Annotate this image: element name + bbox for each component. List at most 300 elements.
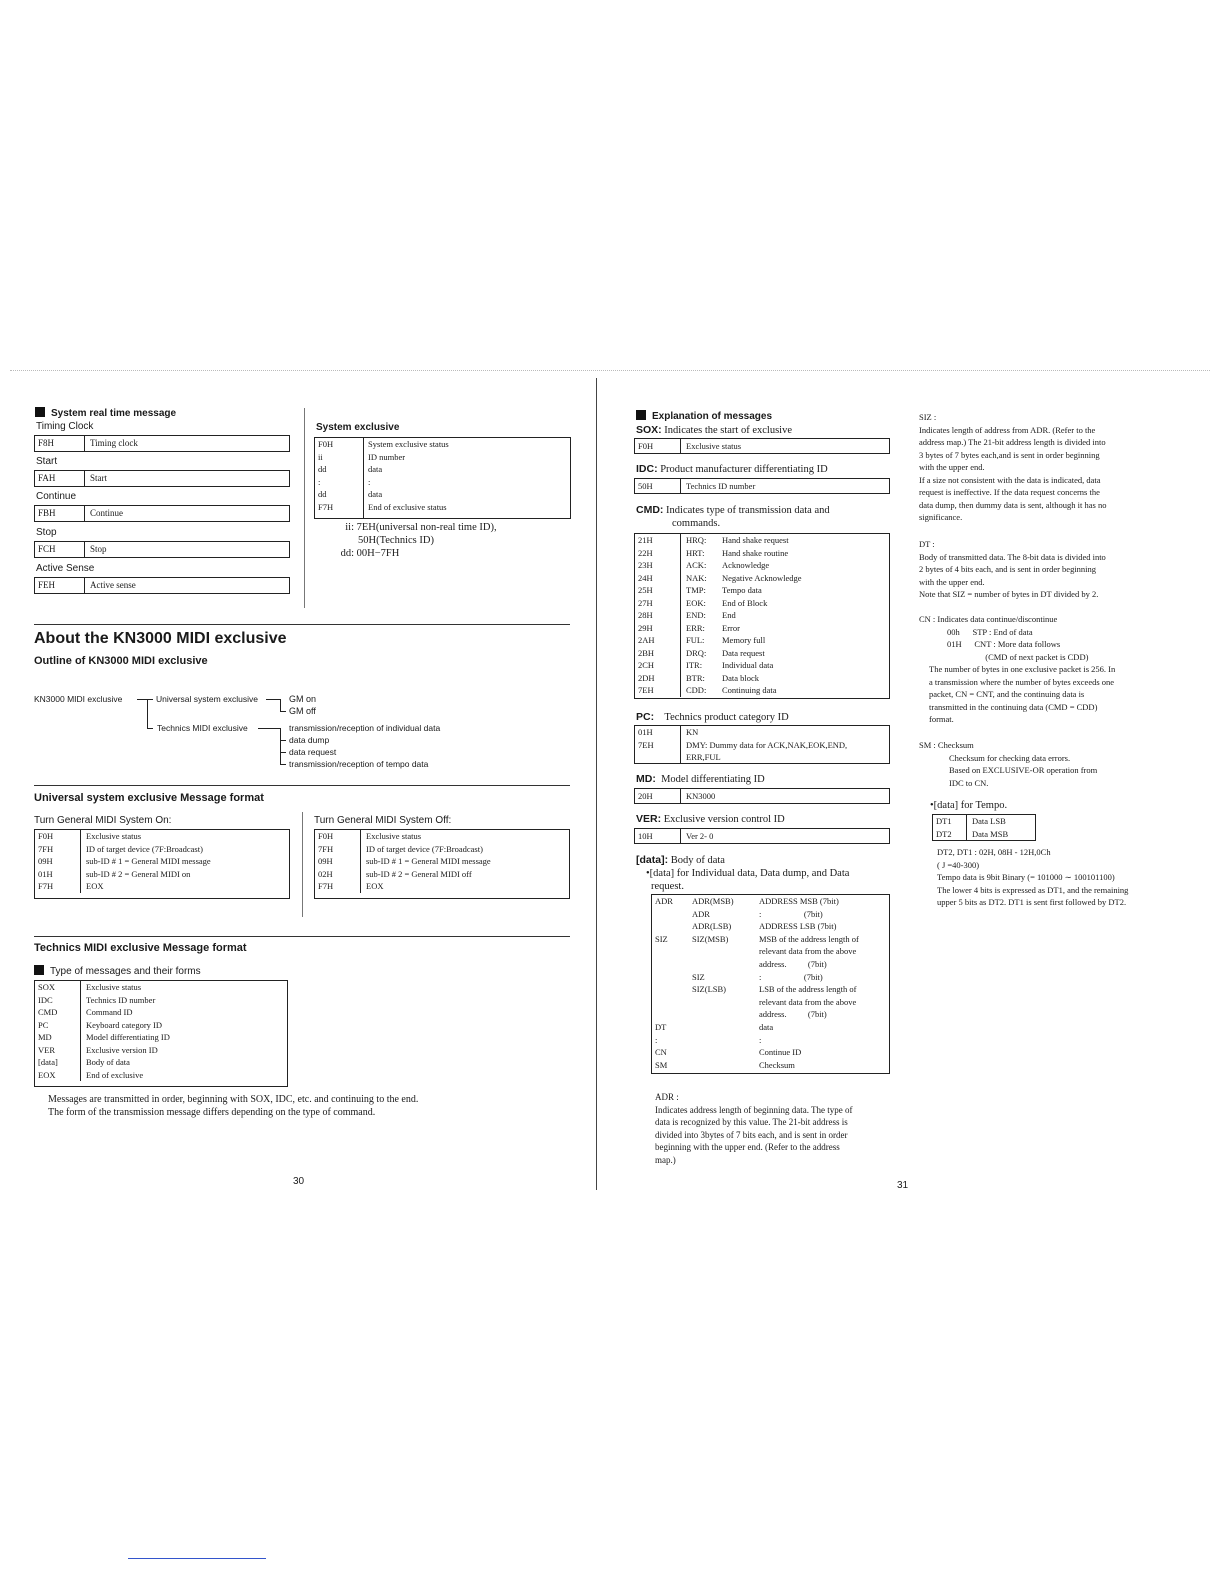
text-line: 2 bytes of 4 bits each, and is sent in order beginning (919, 564, 1097, 574)
cn-note: CN : Indicates data continue/discontinue 00h STP : End of data 01H CNT : More data follows (CMD of next packet is CDD) The number of bytes in one exclusive packet is 256. In a transmission where the number of bytes exceeds one packet, CN = CNT, and the continuing data is transmitted in the continuing data (CMD = CDD) format. (919, 613, 1164, 726)
outline-title: Outline of KN3000 MIDI exclusive (34, 655, 208, 667)
text-line: upper 5 bits as DT2. DT1 is sent first followed by DT2. (937, 897, 1127, 907)
expl-heading: Explanation of messages (636, 410, 772, 422)
desc-cell: Keyboard category ID (86, 1019, 162, 1030)
code-cell: 27H (635, 597, 681, 610)
table-row (315, 451, 570, 464)
code-cell: DT1 (933, 815, 967, 828)
table-row (35, 1019, 287, 1032)
table-row (635, 547, 889, 560)
table-row (315, 488, 570, 501)
text-line: a transmission where the number of bytes exceeds one (929, 676, 1115, 687)
table-row (635, 622, 889, 635)
md-table: 20H KN3000 (634, 788, 890, 804)
text-line: request is ineffective. If the data request concerns the (919, 487, 1100, 497)
field-cell (652, 1008, 692, 1021)
desc-cell: Continue (90, 508, 123, 518)
code-cell: MD (35, 1031, 81, 1044)
table-row (652, 996, 889, 1009)
mnemonic-cell: NAK: (686, 572, 707, 583)
desc-cell: Hand shake request (722, 535, 789, 545)
table-row (652, 933, 889, 946)
table-row (652, 908, 889, 921)
text-line: divided into 3bytes of 7 bits each, and is sent in order (655, 1129, 848, 1140)
tree-gm-off: GM off (289, 706, 316, 716)
cmd-line: CMD: Indicates type of transmission data and commands. (636, 504, 830, 529)
dt-note: DT : Body of transmitted data. The 8-bit data is divided into 2 bytes of 4 bits each, and is sent in order beginning with the upper end. Note that SIZ = number of bytes in DT divided by 2. (919, 538, 1164, 601)
table-row (35, 1056, 287, 1069)
section-rule (34, 785, 570, 786)
rt-box (34, 577, 290, 594)
desc-cell: LSB of the address length of (759, 984, 857, 995)
text-line: IDC to CN. (949, 777, 989, 788)
table-row (635, 534, 889, 547)
tempo-table (932, 814, 1036, 841)
table-row (652, 1059, 889, 1072)
code-cell: 01H (35, 868, 81, 881)
code-cell: dd (318, 489, 327, 499)
text-line: Indicates length of address from ADR. (Refer to the (919, 424, 1096, 435)
text-line: DT2, DT1 : 02H, 08H - 12H,0Ch (937, 847, 1051, 857)
table-row (35, 471, 289, 486)
code-cell: dd (318, 464, 327, 474)
code-cell: 7FH (315, 843, 361, 856)
code-cell: F0H (35, 830, 81, 843)
idc-table: 50H Technics ID number (634, 478, 890, 494)
code-cell: FBH (35, 506, 85, 521)
desc-cell: Data request (722, 647, 765, 658)
table-row (35, 981, 287, 994)
desc-cell: DMY: Dummy data for ACK,NAK,EOK,END, (686, 739, 848, 750)
rt-label: Start (36, 456, 58, 467)
sox-table: F0H Exclusive status (634, 438, 890, 454)
desc-cell: Continuing data (722, 685, 777, 695)
code-cell: 02H (315, 868, 361, 881)
sox-line: SOX: Indicates the start of exclusive (636, 424, 792, 436)
ver-table: 10H Ver 2- 0 (634, 828, 890, 844)
desc-cell: Technics ID number (86, 994, 156, 1005)
sub-cell: SIZ(LSB) (692, 984, 726, 995)
code-cell: 09H (315, 855, 361, 868)
mnemonic-cell: CDD: (686, 685, 707, 695)
desc-cell: ID of target device (7F:Broadcast) (366, 843, 483, 854)
sub-cell: ADR (692, 908, 710, 919)
desc-cell: Acknowledge (722, 560, 770, 570)
technics-title: Technics MIDI exclusive Message format (34, 942, 247, 954)
table-row (652, 895, 889, 908)
code-cell: 7EH (635, 739, 681, 752)
code-cell: 21H (635, 534, 681, 547)
table-row (35, 1069, 287, 1082)
mnemonic-cell: HRT: (686, 547, 705, 558)
sysex-rows (315, 438, 570, 513)
text-line: Based on EXCLUSIVE-OR operation from (949, 765, 1098, 775)
desc-cell: sub-ID # 1 = General MIDI message (366, 856, 491, 866)
code-cell: 09H (35, 855, 81, 868)
tree-line (280, 764, 286, 765)
text-line: with the upper end. (919, 462, 985, 472)
table-row (315, 868, 569, 881)
desc-cell: data (368, 464, 383, 474)
text-line: transmitted in the continuing data (CMD = CDD) (929, 701, 1098, 712)
code-cell: 25H (635, 584, 681, 597)
mnemonic-cell: ERR: (686, 622, 705, 633)
code-cell: FAH (35, 471, 85, 486)
table-row (652, 1008, 889, 1021)
text-line: address map.) The 21-bit address length is divided into (919, 437, 1106, 447)
desc-cell: End of Block (722, 597, 768, 608)
about-title: About the KN3000 MIDI exclusive (34, 630, 287, 647)
table-row (933, 815, 1035, 828)
code-cell: 7FH (35, 843, 81, 856)
desc-cell: Exclusive status (86, 831, 142, 841)
desc-cell: EOX (366, 881, 384, 891)
table-row (635, 634, 889, 647)
code-cell: FCH (35, 542, 85, 557)
page-number: 31 (897, 1180, 909, 1191)
table-row (35, 880, 289, 893)
tree-line (280, 728, 281, 764)
code-cell: [data] (35, 1056, 81, 1069)
table-row (35, 1031, 287, 1044)
desc-cell: Checksum (759, 1059, 795, 1070)
code-cell: IDC (35, 994, 81, 1007)
desc-cell: KN (686, 727, 699, 737)
gm-on-table (34, 829, 290, 899)
desc-cell: ADDRESS MSB (7bit) (759, 896, 839, 906)
tree-line (280, 711, 286, 712)
table-row (35, 506, 289, 521)
tree-line (280, 699, 281, 711)
code-cell: F7H (318, 501, 334, 512)
code-cell: PC (35, 1019, 81, 1032)
desc-cell: Exclusive version ID (86, 1044, 158, 1055)
text-line: If a size not consistent with the data is indicated, data (919, 474, 1101, 485)
table-row (35, 994, 287, 1007)
table-row (35, 843, 289, 856)
desc-cell: sub-ID # 2 = General MIDI off (366, 868, 472, 879)
desc-cell: Start (90, 473, 107, 483)
text-line: with the upper end. (919, 576, 985, 587)
code-cell: F7H (315, 880, 361, 893)
field-cell: DT (655, 1021, 667, 1032)
table-row (635, 609, 889, 622)
code-cell: : (318, 476, 321, 487)
desc-cell: Individual data (722, 660, 774, 670)
table-row (315, 501, 570, 514)
table-row (652, 971, 889, 984)
desc-cell: sub-ID # 1 = General MIDI message (86, 856, 211, 866)
desc-cell: relevant data from the above (759, 996, 857, 1007)
cmd-table (634, 533, 890, 699)
table-row (635, 684, 889, 697)
text-line: Indicates address length of beginning data. The type of (655, 1104, 853, 1115)
table-row (635, 659, 889, 672)
column-divider (304, 408, 305, 608)
desc-cell: Body of data (86, 1057, 130, 1067)
footer-para: Messages are transmitted in order, beginning with SOX, IDC, etc. and continuing to the end. (48, 1094, 419, 1105)
field-cell (652, 983, 692, 996)
code-cell (635, 751, 681, 764)
sub-cell (692, 958, 759, 971)
rt-label: Stop (36, 527, 57, 538)
code-cell: 28H (635, 609, 681, 622)
desc-cell: Exclusive status (366, 831, 422, 841)
text-line: format. (929, 714, 954, 724)
tempo-text (937, 846, 1177, 909)
tree-line (258, 728, 280, 729)
table-divider (363, 438, 364, 518)
mnemonic-cell: FUL: (686, 635, 705, 645)
types-heading: Type of messages and their forms (34, 965, 201, 977)
table-row (315, 843, 569, 856)
rt-label: Continue (36, 491, 77, 502)
sub-cell (692, 1008, 759, 1021)
table-row (652, 958, 889, 971)
code-cell: 23H (635, 559, 681, 572)
sub-cell: SIZ (692, 971, 705, 982)
code-cell: 29H (635, 622, 681, 635)
table-row (652, 1034, 889, 1047)
page-fold (596, 378, 597, 1190)
mnemonic-cell: ITR: (686, 660, 703, 670)
text-line: 01H CNT : More data follows (947, 639, 1061, 649)
tree-universal: Universal system exclusive (156, 694, 259, 704)
desc-cell: : (759, 1034, 762, 1045)
data-table (651, 894, 890, 1074)
table-row (635, 559, 889, 572)
table-row (35, 855, 289, 868)
code-cell: F8H (35, 436, 85, 451)
data-line: [data]: Body of data •[data] for Individual data, Data dump, and Data request. (636, 854, 850, 892)
desc-cell: Active sense (90, 580, 136, 590)
desc-cell: ID number (368, 451, 406, 462)
column-divider (302, 812, 303, 917)
code-cell: CMD (35, 1006, 81, 1019)
gm-on-title: Turn General MIDI System On: (34, 815, 172, 826)
code-cell: DT2 (933, 828, 967, 841)
code-cell: EOX (35, 1069, 81, 1082)
text-line: 00h STP : End of data (947, 626, 1033, 637)
sub-cell (692, 996, 759, 1009)
desc-cell: ADDRESS LSB (7bit) (759, 921, 837, 932)
sub-cell (692, 1059, 759, 1072)
idc-line: IDC: Product manufacturer differentiating ID (636, 463, 828, 475)
text-line: data dump, then dummy data is sent, although it has no (919, 499, 1107, 510)
table-row (635, 751, 889, 764)
desc-cell: Model differentiating ID (86, 1032, 170, 1042)
table-row (635, 726, 889, 739)
desc-cell: End (722, 610, 736, 620)
mnemonic-cell: ACK: (686, 560, 707, 570)
sysex-notes: ii: 7EH(universal non-real time ID), 50H(Technics ID) dd: 00H−7FH (340, 522, 497, 559)
text-line: beginning with the upper end. (Refer to the address (655, 1142, 840, 1152)
tree-item: data request (289, 747, 337, 757)
footer-text (48, 1093, 588, 1119)
rt-box (34, 470, 290, 487)
gm-off-table (314, 829, 570, 899)
universal-title: Universal system exclusive Message format (34, 792, 264, 804)
page-number: 30 (293, 1176, 305, 1187)
desc-cell: EOX (86, 881, 104, 891)
tree-technics: Technics MIDI exclusive (157, 723, 248, 733)
desc-cell: : (7bit) (759, 908, 823, 919)
sub-cell (692, 1046, 759, 1059)
table-row (635, 597, 889, 610)
text-line: significance. (919, 512, 963, 522)
text-line: 3 bytes of 7 bytes each,and is sent in order beginning (919, 449, 1100, 460)
text-line: Tempo data is 9bit Binary (= 101000 ∼ 100101100) (937, 872, 1115, 882)
rt-box (34, 435, 290, 452)
text-line: map.) (655, 1154, 676, 1165)
desc-cell: System exclusive status (368, 439, 449, 449)
table-row (652, 920, 889, 933)
desc-cell: data (759, 1021, 774, 1032)
desc-cell: Timing clock (90, 438, 138, 448)
siz-note: SIZ : Indicates length of address from ADR. (Refer to the address map.) The 21-bit address length is divided into 3 bytes of 7 bytes each,and is sent in order beginning with the upper end. If a size not consistent with the data is indicated, data request is ineffective. If the data request concerns the data dump, then dummy data is sent, although it has no significance. (919, 411, 1164, 524)
desc-cell: : (7bit) (759, 971, 823, 982)
sub-cell: ADR(MSB) (692, 896, 734, 906)
table-row (635, 572, 889, 585)
sub-cell: ADR(LSB) (692, 921, 732, 932)
code-cell: F0H (318, 439, 334, 449)
desc-cell: address. (7bit) (759, 958, 827, 969)
field-cell: CN (655, 1047, 667, 1058)
code-cell: F7H (35, 880, 81, 893)
field-cell (652, 945, 692, 958)
desc-cell: Data LSB (972, 816, 1006, 826)
desc-cell: Stop (90, 544, 107, 554)
tree-line (280, 740, 286, 741)
table-row (635, 739, 889, 752)
adr-note: ADR : Indicates address length of beginning data. The type of data is recognized by this value. The 21-bit address is divided into 3bytes of 7 bits each, and is sent in order beginning with the upper end. (Refer to the address map.) (655, 1091, 890, 1166)
field-cell: SIZ (655, 933, 668, 944)
table-row (315, 855, 569, 868)
tempo-heading: •[data] for Tempo. (930, 800, 1008, 811)
section-rule (34, 624, 570, 625)
code-cell: SOX (35, 981, 81, 994)
text-line: (CMD of next packet is CDD) (947, 651, 1089, 662)
text-line: Note that SIZ = number of bytes in DT divided by 2. (919, 589, 1099, 599)
code-cell: 24H (635, 572, 681, 585)
field-cell: : (655, 1034, 658, 1045)
table-row (635, 584, 889, 597)
table-row (315, 476, 570, 489)
mnemonic-cell: DRQ: (686, 647, 707, 658)
table-row (315, 463, 570, 476)
text-line: Checksum for checking data errors. (949, 752, 1071, 763)
text-line: The lower 4 bits is expressed as DT1, and the remaining (937, 884, 1129, 895)
types-table (34, 980, 288, 1087)
sysex-table (314, 437, 571, 519)
mnemonic-cell: END: (686, 610, 706, 620)
tree-line (137, 699, 153, 700)
desc-cell: MSB of the address length of (759, 933, 859, 944)
desc-cell: Negative Acknowledge (722, 572, 802, 583)
square-bullet-icon (34, 965, 44, 975)
desc-cell: Tempo data (722, 585, 762, 595)
code-cell: 2DH (635, 672, 681, 685)
desc-cell: Hand shake routine (722, 547, 789, 558)
tree-item: transmission/reception of tempo data (289, 759, 429, 769)
code-cell: 2CH (635, 659, 681, 672)
field-cell (652, 958, 692, 971)
table-row (635, 647, 889, 660)
code-cell: 01H (635, 726, 681, 739)
sysex-heading: System exclusive (316, 422, 400, 433)
mnemonic-cell: TMP: (686, 585, 706, 595)
rt-label: Active Sense (36, 563, 95, 574)
code-cell: 22H (635, 547, 681, 560)
desc-cell: relevant data from the above (759, 946, 857, 957)
code-cell: F0H (315, 830, 361, 843)
sm-note: SM : Checksum Checksum for checking data errors. Based on EXCLUSIVE-OR operation from IDC to CN. (919, 739, 1164, 789)
text-line: ( J =40-300) (937, 859, 980, 870)
tree-item: transmission/reception of individual data (289, 723, 441, 733)
desc-cell: Continue ID (759, 1047, 802, 1058)
table-row (652, 945, 889, 958)
desc-cell: Exclusive status (86, 982, 142, 992)
table-row (652, 1021, 889, 1034)
tree-line (147, 699, 148, 729)
mnemonic-cell: BTR: (686, 672, 705, 683)
field-cell: SM (655, 1059, 668, 1070)
rt-heading: System real time message (35, 407, 176, 419)
code-cell: 2BH (635, 647, 681, 660)
table-row (635, 672, 889, 685)
sub-cell (692, 1021, 759, 1034)
table-row (933, 828, 1035, 841)
sub-cell (692, 1034, 762, 1047)
sub-cell (692, 945, 759, 958)
desc-cell: Error (722, 622, 740, 633)
desc-cell: Command ID (86, 1007, 133, 1017)
text-line: The number of bytes in one exclusive packet is 256. In (929, 664, 1116, 674)
code-cell: FEH (35, 578, 85, 593)
table-row (35, 542, 289, 557)
desc-cell: sub-ID # 2 = General MIDI on (86, 868, 191, 879)
tree-gm-on: GM on (289, 694, 317, 704)
table-row (35, 830, 289, 843)
desc-cell: End of exclusive (86, 1069, 144, 1080)
tree-line (280, 752, 286, 753)
rt-box (34, 505, 290, 522)
code-cell: ii (318, 451, 323, 462)
table-row (35, 578, 289, 593)
tree-item: data dump (289, 735, 330, 745)
sub-cell: SIZ(MSB) (692, 933, 729, 944)
text-line: packet, CN = CNT, and the continuing data is (929, 689, 1085, 699)
scan-edge (10, 370, 1210, 371)
field-cell (652, 996, 692, 1009)
table-row (35, 1044, 287, 1057)
field-cell: ADR (655, 896, 673, 906)
gm-off-title: Turn General MIDI System Off: (314, 815, 452, 826)
code-cell: 2AH (635, 634, 681, 647)
desc-cell: Data block (722, 672, 760, 683)
desc-cell: : (368, 476, 371, 487)
table-row (35, 436, 289, 451)
text-line: data is recognized by this value. The 21-bit address is (655, 1117, 848, 1127)
pc-table (634, 725, 890, 764)
desc-cell: ERR,FUL (686, 752, 721, 762)
code-cell: VER (35, 1044, 81, 1057)
desc-cell: ID of target device (7F:Broadcast) (86, 843, 203, 854)
mnemonic-cell: HRQ: (686, 535, 707, 545)
desc-cell: End of exclusive status (368, 501, 447, 512)
field-cell (652, 971, 692, 984)
rt-box (34, 541, 290, 558)
